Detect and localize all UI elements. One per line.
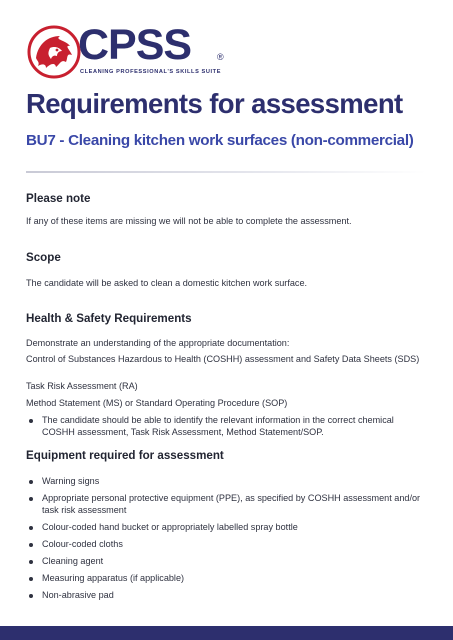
equipment-list [26, 475, 426, 601]
list-item: Warning signs [26, 475, 426, 487]
footer-bar [0, 626, 453, 640]
page-subtitle: BU7 - Cleaning kitchen work surfaces (non-commercial) [26, 132, 414, 149]
page-title: Requirements for assessment [26, 88, 403, 119]
title-divider [26, 171, 426, 173]
scope-heading: Scope [26, 251, 61, 264]
please-note-heading: Please note [26, 192, 91, 205]
health-safety-heading: Health & Safety Requirements [26, 312, 192, 325]
scope-text: The candidate will be asked to clean a domestic kitchen work surface. [26, 278, 308, 288]
health-safety-line: Control of Substances Hazardous to Health (COSHH) assessment and Safety Data Sheets (SDS) [26, 354, 420, 364]
health-safety-line: Method Statement (MS) or Standard Operating Procedure (SOP) [26, 398, 288, 408]
list-item: Non-abrasive pad [26, 589, 426, 601]
please-note-text: If any of these items are missing we will not be able to complete the assessment. [26, 216, 352, 226]
health-safety-line: Task Risk Assessment (RA) [26, 381, 138, 391]
logo-wordmark: CPSS [78, 21, 192, 69]
equipment-heading: Equipment required for assessment [26, 449, 224, 462]
logo-registered-mark: ® [217, 52, 224, 62]
cpss-logo [26, 20, 266, 82]
health-safety-bullets [26, 414, 426, 438]
list-item: Cleaning agent [26, 555, 426, 567]
list-item: The candidate should be able to identify the relevant information in the correct chemical COSHH assessment, Task Risk Assessment, Method Statement/SOP. [26, 414, 426, 438]
list-item: Colour-coded hand bucket or appropriately labelled spray bottle [26, 521, 426, 533]
lion-head-icon [26, 24, 82, 80]
health-safety-line: Demonstrate an understanding of the appropriate documentation: [26, 338, 290, 348]
list-item: Measuring apparatus (if applicable) [26, 572, 426, 584]
list-item: Appropriate personal protective equipment (PPE), as specified by COSHH assessment and/or task risk assessment [26, 492, 426, 516]
list-item: Colour-coded cloths [26, 538, 426, 550]
logo-tagline: CLEANING PROFESSIONAL'S SKILLS SUITE [80, 69, 222, 75]
